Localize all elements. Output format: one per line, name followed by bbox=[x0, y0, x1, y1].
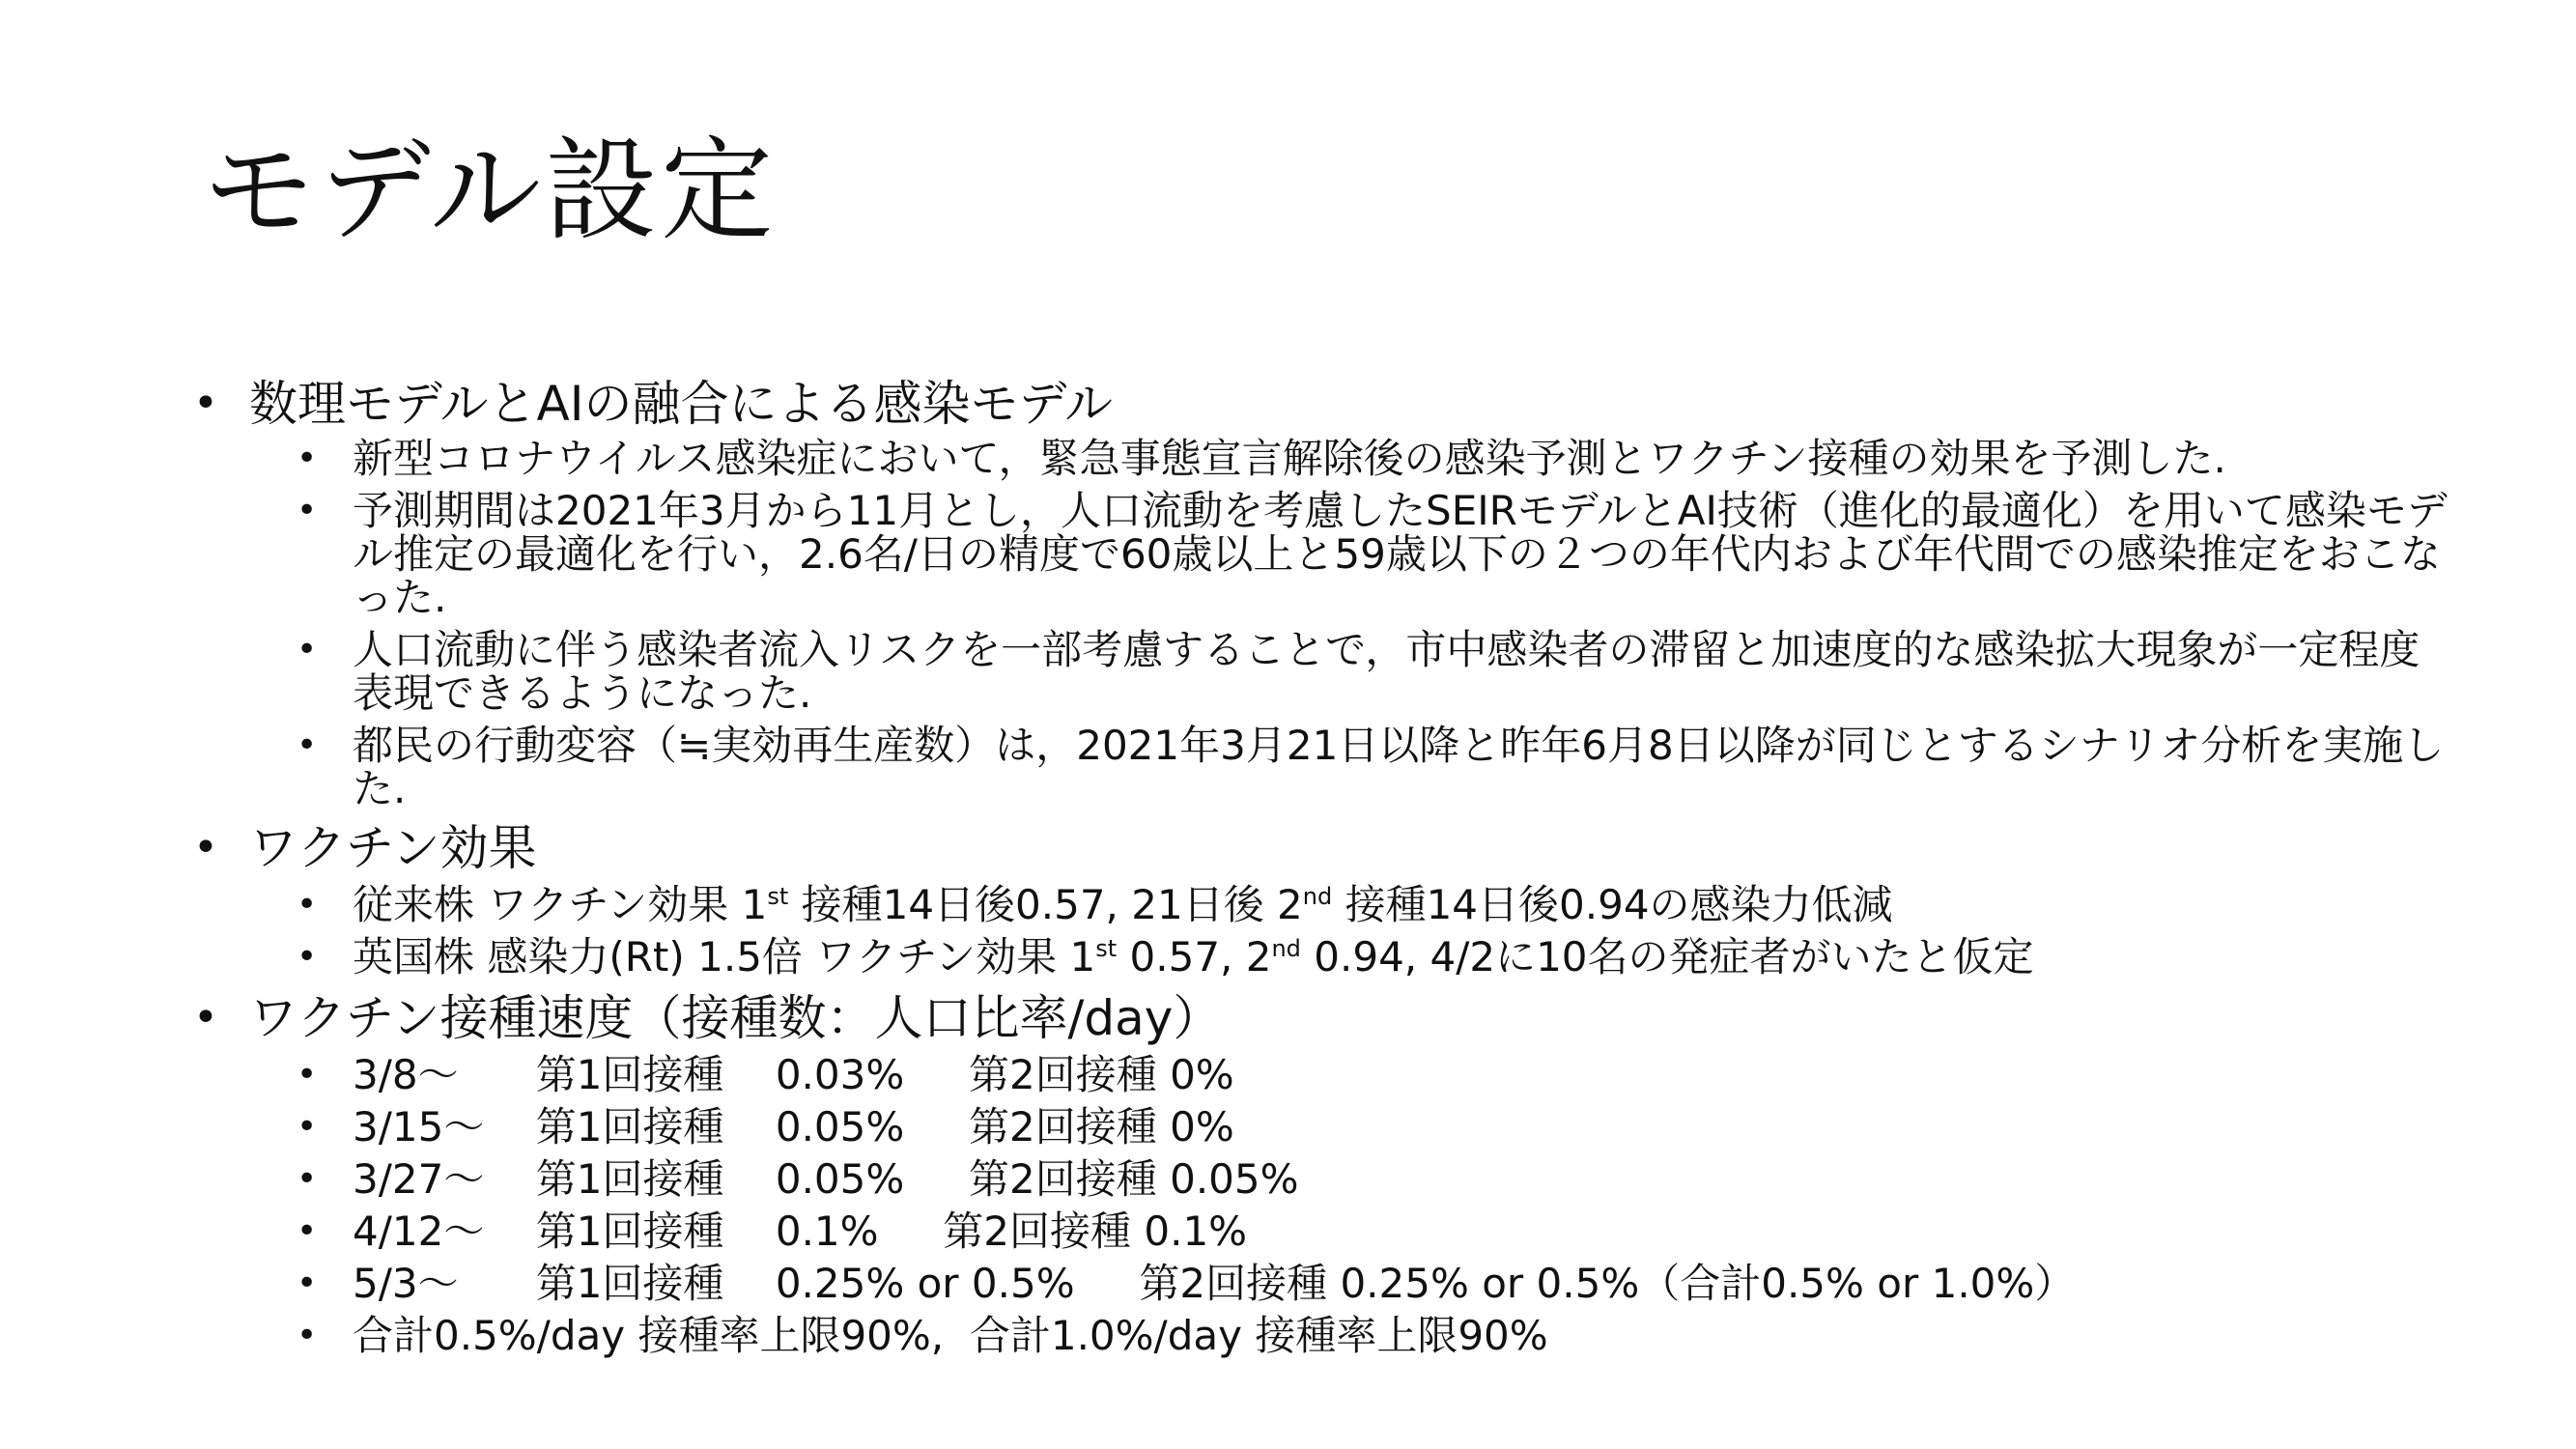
bullet-icon: • bbox=[297, 630, 318, 669]
bullet-icon: • bbox=[193, 823, 218, 872]
schedule-item bbox=[297, 1260, 2458, 1308]
schedule-item bbox=[297, 1155, 2458, 1204]
schedule-item bbox=[297, 1208, 2458, 1256]
schedule-text: 3/8～ 第1回接種 0.03% 第2回接種 0% bbox=[353, 1051, 1234, 1098]
bullet-icon: • bbox=[297, 725, 318, 765]
sub-bullet-item bbox=[297, 881, 2458, 929]
section-heading: ワクチン接種速度（接種数：人口比率/day） bbox=[249, 990, 1222, 1046]
bullet-item-vaccination-rate bbox=[193, 989, 2376, 1360]
sub-bullet-item bbox=[297, 724, 2458, 810]
sub-bullet-item bbox=[297, 489, 2458, 619]
bullet-icon: • bbox=[297, 1316, 318, 1355]
text-part: 接種14日後0.94の感染力低減 bbox=[1332, 881, 1893, 928]
schedule-text: 4/12～ 第1回接種 0.1% 第2回接種 0.1% bbox=[353, 1208, 1248, 1255]
sub-bullet-item bbox=[297, 437, 2458, 480]
bullet-icon: • bbox=[297, 1055, 318, 1094]
bullet-icon: • bbox=[297, 491, 318, 530]
sub-bullet-list bbox=[249, 435, 2448, 812]
schedule-item bbox=[297, 1103, 2458, 1151]
sub-bullet-text: 予測期間は2021年3月から11月とし，人口流動を考慮したSEIRモデルとAI技術（進化的最適化）を用いて感染モデル推定の最適化を行い，2.6名/日の精度で60歳以上と59歳以下の２つの年代内および年代間での感染推定をおこなった. bbox=[353, 487, 2448, 621]
schedule-item bbox=[297, 1312, 2458, 1360]
superscript: nd bbox=[1271, 935, 1301, 962]
section-heading: ワクチン効果 bbox=[249, 820, 537, 876]
bullet-item-infection-model bbox=[193, 375, 2448, 812]
bullet-icon: • bbox=[193, 993, 218, 1042]
schedule-text: 3/27～ 第1回接種 0.05% 第2回接種 0.05% bbox=[353, 1155, 1299, 1203]
slide-title: モデル設定 bbox=[203, 126, 778, 256]
sub-bullet-text: 人口流動に伴う感染者流入リスクを一部考慮することで，市中感染者の滞留と加速度的な感染拡大現象が一定程度表現できるようになった. bbox=[353, 626, 2420, 717]
schedule-text: 3/15～ 第1回接種 0.05% 第2回接種 0% bbox=[353, 1103, 1234, 1151]
bullet-icon: • bbox=[297, 439, 318, 478]
bullet-icon: • bbox=[297, 937, 318, 977]
section-heading: 数理モデルとAIの融合による感染モデル bbox=[249, 376, 1113, 432]
bullet-icon: • bbox=[297, 885, 318, 924]
superscript: nd bbox=[1302, 883, 1333, 910]
schedule-text: 合計0.5%/day 接種率上限90%, 合計1.0%/day 接種率上限90% bbox=[353, 1312, 1548, 1359]
text-part: 従来株 ワクチン効果 1 bbox=[353, 881, 768, 928]
text-part: 英国株 感染力(Rt) 1.5倍 ワクチン効果 1 bbox=[353, 933, 1096, 980]
text-part: 0.94, 4/2に10名の発症者がいたと仮定 bbox=[1300, 933, 2034, 980]
text-part: 0.57, 2 bbox=[1117, 933, 1272, 980]
sub-bullet-item bbox=[297, 933, 2458, 981]
schedule-item bbox=[297, 1051, 2458, 1099]
main-bullet-list bbox=[193, 375, 2448, 1360]
sub-bullet-text bbox=[353, 881, 1893, 928]
superscript: st bbox=[1095, 935, 1118, 962]
sub-bullet-text: 都民の行動変容（≒実効再生産数）は，2021年3月21日以降と昨年6月8日以降が同じとするシナリオ分析を実施した. bbox=[353, 722, 2445, 812]
bullet-icon: • bbox=[193, 379, 218, 428]
bullet-icon: • bbox=[297, 1264, 318, 1303]
schedule-text: 5/3～ 第1回接種 0.25% or 0.5% 第2回接種 0.25% or 0.5%（合計0.5% or 1.0%） bbox=[353, 1260, 2076, 1307]
sub-bullet-text bbox=[353, 933, 2034, 980]
bullet-icon: • bbox=[297, 1159, 318, 1199]
superscript: st bbox=[767, 883, 789, 910]
bullet-icon: • bbox=[297, 1211, 318, 1251]
slide-content bbox=[193, 375, 2448, 1368]
bullet-icon: • bbox=[297, 1107, 318, 1147]
sub-bullet-list bbox=[249, 881, 2376, 981]
bullet-item-vaccine-effect bbox=[193, 819, 2376, 981]
sub-bullet-item bbox=[297, 628, 2458, 715]
sub-bullet-text: 新型コロナウイルス感染症において，緊急事態宣言解除後の感染予測とワクチン接種の効果を予測した. bbox=[353, 435, 2226, 482]
text-part: 接種14日後0.57, 21日後 2 bbox=[788, 881, 1303, 928]
sub-bullet-list bbox=[249, 1051, 2376, 1360]
